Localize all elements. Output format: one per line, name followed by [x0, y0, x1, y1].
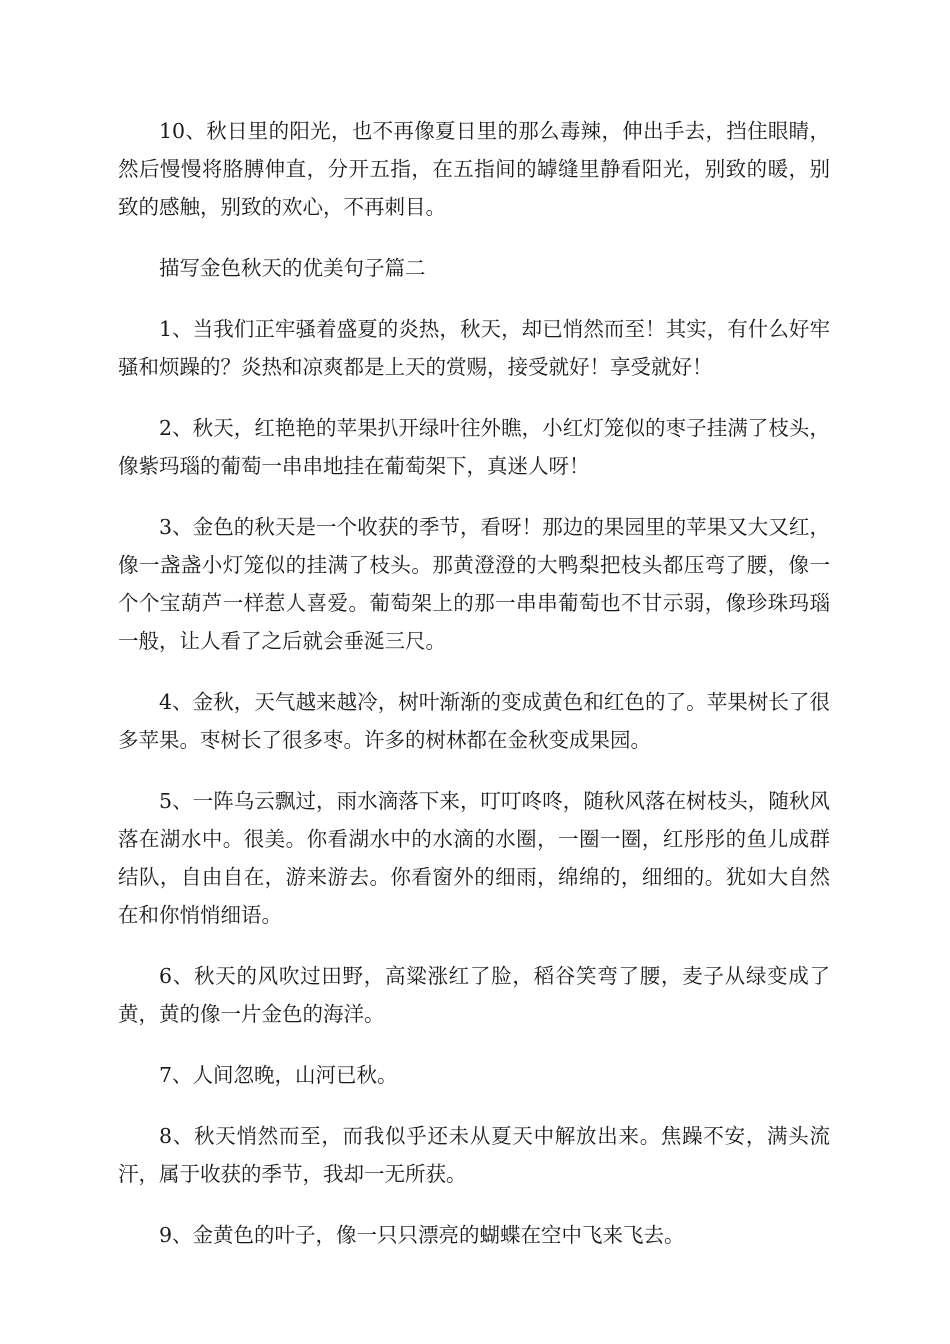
paragraph-3: 3、金色的秋天是一个收获的季节，看呀！那边的果园里的苹果又大又红，像一盏盏小灯笼似的挂满了枝头。那黄澄澄的大鸭梨把枝头都压弯了腰，像一个个宝葫芦一样惹人喜爱。葡萄架上的那一串串葡萄也不甘示弱，像珍珠玛瑙一般，让人看了之后就会垂涎三尺。 [118, 515, 830, 653]
paragraph-6: 6、秋天的风吹过田野，高粱涨红了脸，稻谷笑弯了腰，麦子从绿变成了黄，黄的像一片金色的海洋。 [118, 964, 830, 1026]
document-body [118, 112, 830, 1277]
paragraph-10: 10、秋日里的阳光，也不再像夏日里的那么毒辣，伸出手去，挡住眼睛，然后慢慢将胳膊伸直，分开五指，在五指间的罅缝里静看阳光，别致的暖，别致的感触，别致的欢心，不再刺目。 [118, 119, 830, 219]
paragraph-5: 5、一阵乌云飘过，雨水滴落下来，叮叮咚咚，随秋风落在树枝头，随秋风落在湖水中。很美。你看湖水中的水滴的水圈，一圈一圈，红彤彤的鱼儿成群结队，自由自在，游来游去。你看窗外的细雨，绵绵的，细细的。犹如大自然在和你悄悄细语。 [118, 789, 830, 927]
paragraph-2: 2、秋天，红艳艳的苹果扒开绿叶往外瞧，小红灯笼似的枣子挂满了枝头，像紫玛瑙的葡萄一串串地挂在葡萄架下，真迷人呀！ [118, 416, 830, 478]
paragraph-4: 4、金秋，天气越来越冷，树叶渐渐的变成黄色和红色的了。苹果树长了很多苹果。枣树长了很多枣。许多的树林都在金秋变成果园。 [118, 690, 830, 752]
section-heading: 描写金色秋天的优美句子篇二 [159, 256, 426, 280]
paragraph-7: 7、人间忽晚，山河已秋。 [159, 1063, 398, 1087]
paragraph-1: 1、当我们正牢骚着盛夏的炎热，秋天，却已悄然而至！其实，有什么好牢骚和烦躁的？炎热和凉爽都是上天的赏赐，接受就好！享受就好！ [118, 317, 830, 379]
paragraph-9: 9、金黄色的叶子，像一只只漂亮的蝴蝶在空中飞来飞去。 [159, 1223, 685, 1247]
paragraph-8: 8、秋天悄然而至，而我似乎还未从夏天中解放出来。焦躁不安，满头流汗，属于收获的季节，我却一无所获。 [118, 1124, 830, 1186]
